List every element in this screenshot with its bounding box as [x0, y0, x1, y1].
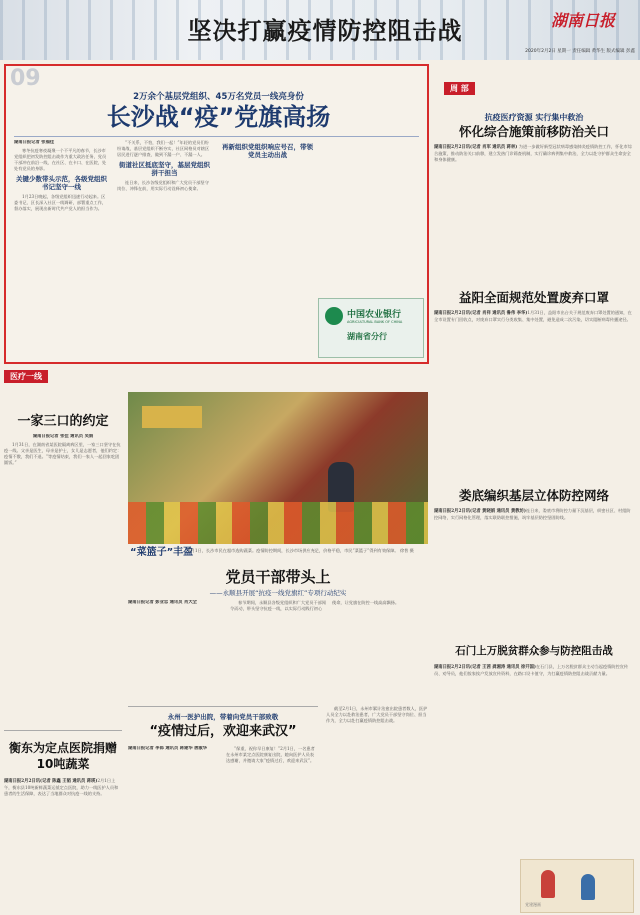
photo-credit: 徐普 摄 — [399, 548, 414, 553]
masthead-date-line: 2020年2月2日 星期一 责任编辑 黄华生 版式编辑 彭鑫 — [525, 49, 635, 54]
vegetable-market-photo — [128, 392, 428, 544]
right-story3-text: 连日来，娄底市将防控力量下沉基层，织密社区、村组防控网络，实行网格化管理，落实联防联控措施，筑牢基层防控坚固防线。 — [434, 508, 631, 520]
right-story1-head: 怀化综合施策前移防治关口 — [458, 124, 609, 139]
lead-paragraph: 连日来，长沙各级党组织和广大党员干部坚守岗位、冲锋在前，用实际行动诠释初心使命。 — [117, 180, 209, 191]
bank-ad — [318, 298, 424, 358]
center-divider — [128, 706, 318, 707]
left-story2-text: 2月1日上午，衡东县10吨新鲜蔬菜运抵定点医院，助力一线医护人员和患者的生活保障，表达了当地群众对抗疫一线的支持。 — [4, 778, 119, 796]
photo-caption-text: 2月1日，长沙市民在超市选购蔬菜。疫情防控期间，长沙市场供应充足，价格平稳，市民“菜篮子”得到有效保障。 — [188, 548, 399, 553]
cartoon-figure-icon — [541, 870, 555, 898]
right-story3-byline: 湖南日报2月2日讯(记者 黄晓娟 通讯员 黄教坊) — [434, 509, 526, 514]
center-story2-text: “保重，祝你早日康复！”2月1日，一名患者在永州市某定点医院康复出院，她向医护人员表达感谢，并邀请大家“疫情过后，欢迎来武汉”。 — [226, 746, 315, 763]
masthead-banner: 坚决打赢疫情防控阻击战 — [187, 17, 463, 45]
right-story4-body — [434, 664, 634, 859]
masthead — [0, 0, 640, 60]
lead-subhead-1: 关键少数带头示范，各级党组织书记坚守一线 — [16, 175, 107, 191]
page-number: 09 — [10, 66, 41, 91]
left-story1-byline: 湖南日报记者 张佳 通讯员 吴娟 — [32, 434, 94, 439]
center-story2-byline: 湖南日报记者 李郎 通讯员 蒋建华 唐淑华 — [128, 746, 208, 751]
left-story1-head: 一家三口的约定 — [17, 414, 109, 429]
center-story2-kicker: 永州一医护出院，带着向党员干部致敬 — [167, 713, 279, 721]
photo-sign — [142, 406, 202, 428]
center-story2-head: “疫情过后，欢迎来武汉” — [149, 724, 297, 739]
lead-column-3 — [220, 140, 315, 360]
left-story2-head: 衡东为定点医院捐赠10吨蔬菜 — [8, 741, 117, 771]
lead-story-frame — [4, 64, 429, 364]
center-story1-byline: 湖南日报记者 彭业忠 通讯员 肖大全 — [128, 600, 197, 605]
center-story1-sub: ——永顺县开展“抗疫一线党旗红”专项行动纪实 — [209, 589, 347, 597]
lead-rule — [14, 136, 419, 137]
right-story2-body — [434, 310, 634, 470]
center-bottom — [128, 566, 428, 912]
center-story2-body — [128, 746, 318, 908]
center-story1-head: 党员干部带头上 — [225, 568, 331, 586]
right-story3-head: 娄底编织基层立体防控网络 — [458, 488, 609, 503]
center-story1-body — [128, 600, 428, 700]
lead-byline: 湖南日报记者 张福佳 — [14, 140, 55, 145]
left-column — [4, 368, 122, 912]
illustration-label: 党建漫画 — [525, 902, 541, 907]
bank-ad-branch: 湖南省分行 — [347, 332, 387, 341]
right-story1-kicker: 抗疫医疗资源 实行集中救治 — [484, 113, 584, 122]
cartoon-figure-icon — [581, 874, 595, 900]
left-story2-byline: 湖南日报2月2日讯(记者 陈鑫 王韬 通讯员 蒋瑛) — [4, 779, 98, 784]
right-story2-head: 益阳全面规范处置废弃口罩 — [458, 290, 609, 305]
photo-caption-head: “菜篮子”丰盈 — [130, 547, 194, 558]
right-column — [434, 64, 636, 912]
center-story3-body — [326, 706, 428, 908]
masthead-logo: 湖南日报 — [550, 11, 615, 30]
center-story1-text: 春节期间，永顺县各级党组织和广大党员干部闻令而动，带头坚守抗疫一线，以实际行动践行初心使命，让党旗在防控一线高高飘扬。 — [230, 600, 400, 611]
right-story1-byline: 湖南日报2月2日讯(记者 肖军 通讯员 蒋林) — [434, 145, 519, 150]
right-story2-byline: 湖南日报2月2日讯(记者 肖祥 通讯员 鲁伟 李华) — [434, 311, 528, 316]
lead-kicker: 2万余个基层党组织、45万名党员一线亮身份 — [133, 92, 304, 102]
photo-produce-shelf — [128, 502, 428, 544]
lead-column-4 — [323, 140, 419, 290]
right-story1-text: 为进一步做好新型冠状病毒感染肺炎疫情防控工作，怀化市综合施策，推动防治关口前移，建立发热门诊筛查机制，实行确诊病例集中救治，全力以赴守护群众生命安全和身体健康。 — [434, 144, 632, 162]
left-story1-text: 1月31日，在湖南省某医院隔离病区里，一家三口坚守在抗疫一线。父亲是医生，母亲是护士，女儿是志愿者，他们约定：疫情不散，我们不退。“等疫情结束，我们一家人一起回家吃团圆饭。” — [4, 442, 122, 465]
center-story3-text: 截至2月1日，永州市累计治愈出院患者数人，医护人员全力以赴救治患者，广大党员干部坚守岗位、担当作为，全力以赴打赢疫情防控阻击战。 — [326, 706, 428, 723]
lead-subhead-2: 街道社区抵底坚守，基层党组织拼干担当 — [119, 161, 210, 177]
right-story4-byline: 湖南日报2月2日讯(记者 王茜 龚湘涛 通讯员 徐开国) — [434, 665, 536, 670]
left-divider — [4, 730, 122, 731]
left-section-tab: 医疗一线 — [4, 370, 48, 383]
right-story4-text: 在石门县，上万名脱贫群众主动当起疫情防控宣传员、劝导员，他们挨家挨户发放宣传资料，在路口设卡值守，为打赢疫情防控阻击战贡献力量。 — [434, 664, 629, 676]
lead-column-1 — [14, 140, 109, 360]
right-section-tab: 周 部 — [444, 82, 475, 95]
left-story2-body — [4, 778, 122, 908]
lead-paragraph: “不关系，不怕，我们一起！”年轻的党员们纷纷请战，基层党组织不断夯实，社区网格员对辖区居民进行逐户排查，做到不漏一户、不漏一人。 — [117, 140, 210, 157]
right-story2-text: 1月31日，益阳市出台关于规范废弃口罩处置的通知，在全市设置专门回收点，对废弃口罩实行分类收集、集中处置，避免造成二次污染，切实阻断病毒传播途径。 — [434, 310, 632, 322]
right-story4-head: 石门上万脱贫群众参与防控阻击战 — [455, 645, 613, 657]
bank-logo-icon — [325, 307, 343, 325]
left-story1-body — [4, 434, 122, 724]
right-story1-body — [434, 144, 634, 284]
party-cartoon-illustration — [520, 859, 634, 913]
lead-paragraph: 寒冬抗疫寒夜凝聚一个不平凡的春节，长沙市党组织把初发防控阻击战作为重大政治任务，党员干部冲在前沿一线，在社区、在卡口、在医院，处处有党员的身影。 — [14, 148, 107, 171]
lead-headline: 长沙战“疫”党旗高扬 — [106, 103, 331, 131]
right-story3-body — [434, 508, 634, 638]
lead-column-2 — [117, 140, 212, 360]
bank-ad-english: AGRICULTURAL BANK OF CHINA — [347, 320, 403, 324]
photo-caption-body — [188, 548, 428, 560]
bank-ad-name: 中国农业银行 — [347, 310, 402, 320]
lead-paragraph: 1月23日晚起，各级党组织迅速行动起来。区委书记、区长深入社区一线调研，部署重点工作，督办落实，展现出新时代共产党人的担当作为。 — [14, 194, 107, 211]
lead-subhead-3: 再新组织党组织响应号召，带领党员主动出战 — [222, 143, 313, 159]
